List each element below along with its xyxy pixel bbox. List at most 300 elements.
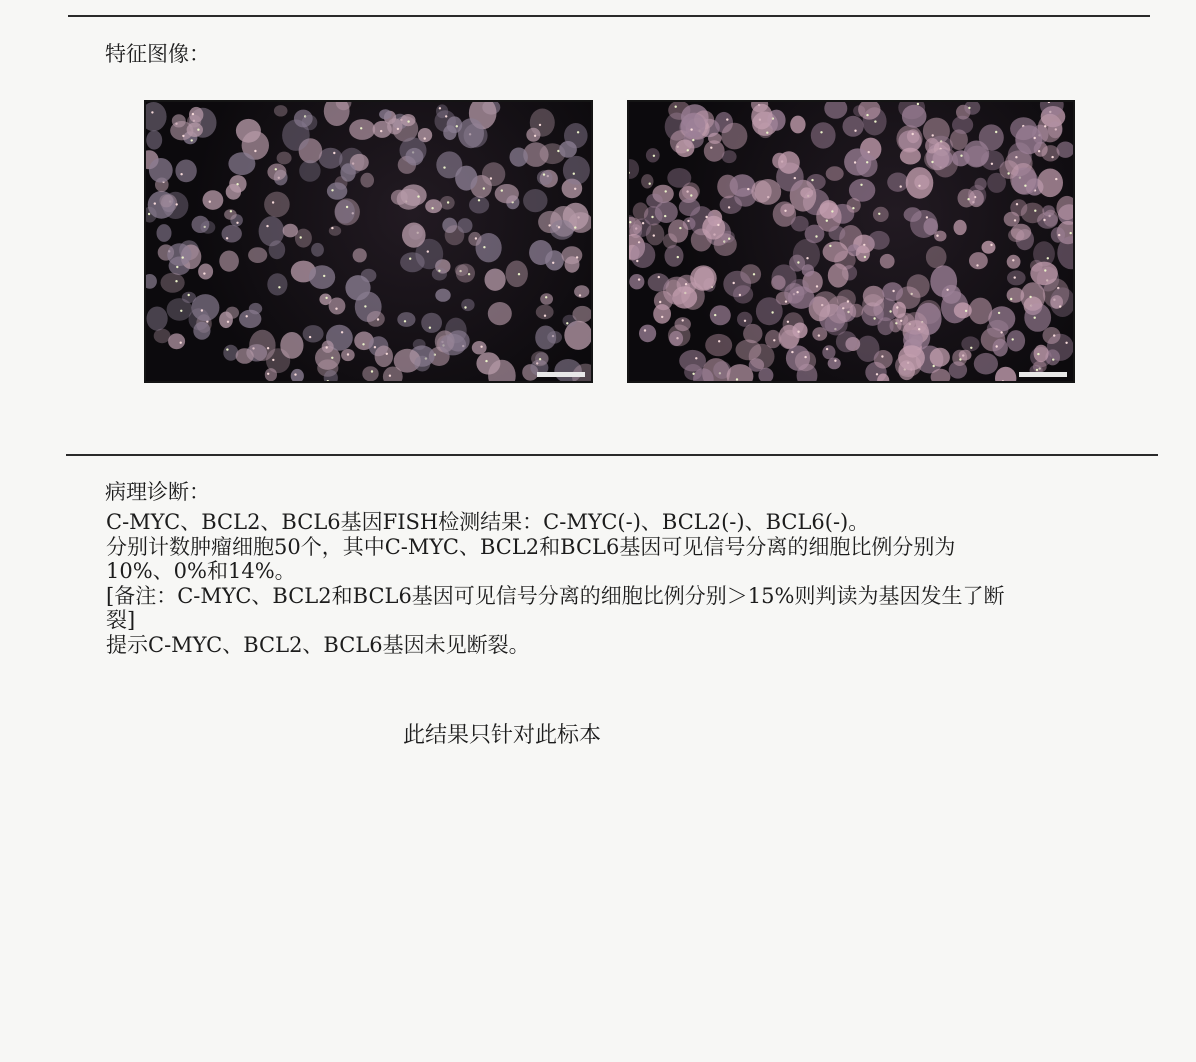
fish-signal-dot bbox=[409, 258, 411, 260]
fish-signal-dot bbox=[912, 133, 914, 135]
cell-nucleus bbox=[495, 184, 519, 203]
fish-signal-dot bbox=[796, 291, 798, 293]
fish-signal-dot bbox=[176, 203, 178, 205]
fish-signal-dot bbox=[176, 266, 178, 268]
fish-signal-dot bbox=[852, 207, 854, 209]
cell-nucleus bbox=[900, 148, 921, 165]
cell-nucleus bbox=[906, 167, 934, 199]
cell-nucleus bbox=[530, 109, 555, 137]
fish-signal-dot bbox=[1044, 125, 1046, 127]
fish-signal-dot bbox=[726, 118, 728, 120]
cell-nucleus bbox=[792, 323, 807, 339]
fish-signal-dot bbox=[736, 378, 738, 380]
fish-signal-dot bbox=[182, 256, 184, 258]
fish-signal-dot bbox=[854, 130, 856, 132]
fish-signal-dot bbox=[629, 221, 631, 223]
fish-signal-dot bbox=[1070, 232, 1072, 234]
fish-signal-dot bbox=[649, 183, 651, 185]
fish-signal-dot bbox=[480, 346, 482, 348]
cell-nucleus bbox=[329, 298, 346, 315]
cell-nucleus bbox=[631, 242, 656, 268]
fish-signal-dot bbox=[464, 306, 466, 308]
cell-nucleus bbox=[157, 224, 172, 242]
fish-signal-dot bbox=[900, 185, 902, 187]
fish-signal-dot bbox=[834, 360, 836, 362]
fish-signal-dot bbox=[717, 224, 719, 226]
fish-signal-dot bbox=[965, 310, 967, 312]
fish-signal-dot bbox=[797, 261, 799, 263]
fish-signal-dot bbox=[1044, 269, 1046, 271]
fish-signal-dot bbox=[728, 206, 730, 208]
cell-nucleus bbox=[458, 118, 484, 148]
cell-nucleus bbox=[506, 261, 528, 288]
cell-nucleus bbox=[708, 133, 722, 144]
fish-signal-dot bbox=[967, 198, 969, 200]
cell-nucleus bbox=[277, 152, 292, 165]
cell-nucleus bbox=[961, 336, 979, 351]
cell-nucleus bbox=[930, 348, 950, 367]
cell-nucleus bbox=[476, 352, 500, 374]
fish-signal-dot bbox=[866, 114, 868, 116]
cell-nucleus bbox=[149, 158, 173, 183]
fish-signal-dot bbox=[687, 149, 689, 151]
fish-signal-dot bbox=[991, 163, 993, 165]
diagnosis-line-note: [备注：C-MYC、BCL2和BCL6基因可见信号分离的细胞比例分别＞15%则判读为基因发生了断 bbox=[106, 583, 1005, 608]
cell-nucleus bbox=[778, 151, 800, 174]
cell-nucleus bbox=[373, 121, 392, 138]
cell-nucleus bbox=[360, 173, 374, 188]
fish-signal-dot bbox=[468, 273, 470, 275]
fish-signal-dot bbox=[682, 319, 684, 321]
cell-nucleus bbox=[934, 231, 946, 242]
fish-signal-dot bbox=[1014, 219, 1016, 221]
cell-nucleus bbox=[264, 192, 290, 218]
cell-nucleus bbox=[353, 248, 367, 262]
cell-nucleus bbox=[146, 130, 162, 149]
fish-signal-dot bbox=[294, 373, 296, 375]
fish-signal-dot bbox=[811, 179, 813, 181]
fish-signal-dot bbox=[739, 294, 741, 296]
fish-signal-dot bbox=[878, 213, 880, 215]
fish-signal-dot bbox=[227, 321, 229, 323]
cell-nucleus bbox=[236, 348, 254, 364]
fish-signal-dot bbox=[785, 300, 787, 302]
images-label: 特征图像： bbox=[105, 42, 210, 66]
cell-nucleus bbox=[668, 219, 688, 242]
top-divider bbox=[68, 15, 1150, 17]
cell-nucleus bbox=[1007, 330, 1025, 351]
fish-signal-dot bbox=[747, 188, 749, 190]
fish-signal-dot bbox=[374, 346, 376, 348]
cell-nucleus bbox=[1015, 125, 1042, 154]
fish-signal-dot bbox=[1051, 156, 1053, 158]
cell-nucleus bbox=[159, 194, 173, 207]
fish-signal-dot bbox=[690, 194, 692, 196]
fish-signal-dot bbox=[347, 353, 349, 355]
fish-signal-dot bbox=[544, 315, 546, 317]
micrograph-right-cells bbox=[629, 102, 1073, 381]
cell-nucleus bbox=[536, 305, 554, 319]
fish-signal-dot bbox=[427, 250, 429, 252]
scale-bar-left bbox=[537, 372, 585, 377]
fish-signal-dot bbox=[226, 348, 228, 350]
cell-nucleus bbox=[665, 245, 684, 267]
fish-signal-dot bbox=[573, 173, 575, 175]
cell-nucleus bbox=[903, 312, 927, 335]
fish-signal-dot bbox=[860, 184, 862, 186]
cell-nucleus bbox=[993, 339, 1008, 357]
fish-signal-dot bbox=[794, 177, 796, 179]
cell-nucleus bbox=[488, 302, 512, 325]
micrograph-left-cells bbox=[146, 102, 591, 381]
cell-nucleus bbox=[982, 241, 996, 254]
cell-nucleus bbox=[795, 351, 816, 371]
cell-nucleus bbox=[226, 307, 239, 319]
fish-signal-dot bbox=[389, 375, 391, 377]
cell-nucleus bbox=[910, 210, 937, 238]
cell-nucleus bbox=[458, 218, 473, 233]
fish-signal-dot bbox=[1029, 296, 1031, 298]
cell-nucleus bbox=[722, 150, 737, 163]
cell-nucleus bbox=[322, 341, 334, 353]
fish-signal-dot bbox=[309, 336, 311, 338]
fish-signal-dot bbox=[744, 320, 746, 322]
cell-nucleus bbox=[485, 269, 506, 291]
fish-signal-dot bbox=[552, 262, 554, 264]
fish-signal-dot bbox=[1010, 298, 1012, 300]
cell-nucleus bbox=[847, 198, 861, 213]
fish-signal-dot bbox=[326, 346, 328, 348]
cell-nucleus bbox=[975, 178, 987, 190]
cell-nucleus bbox=[559, 141, 577, 158]
cell-nucleus bbox=[283, 224, 298, 238]
fish-signal-dot bbox=[346, 206, 348, 208]
fish-signal-dot bbox=[847, 300, 849, 302]
cell-nucleus bbox=[942, 285, 961, 304]
cell-nucleus bbox=[299, 160, 320, 182]
fish-signal-dot bbox=[990, 244, 992, 246]
fish-signal-dot bbox=[443, 166, 445, 168]
fish-signal-dot bbox=[658, 276, 660, 278]
fish-signal-dot bbox=[1037, 353, 1039, 355]
fish-signal-dot bbox=[335, 308, 337, 310]
fish-signal-dot bbox=[267, 347, 269, 349]
fish-signal-dot bbox=[931, 161, 933, 163]
cell-nucleus bbox=[167, 243, 191, 266]
fish-signal-dot bbox=[148, 213, 150, 215]
fish-signal-dot bbox=[192, 113, 194, 115]
fish-signal-dot bbox=[490, 177, 492, 179]
diagnosis-text bbox=[106, 510, 1146, 657]
fish-signal-dot bbox=[485, 360, 487, 362]
cell-nucleus bbox=[952, 116, 973, 134]
fish-signal-dot bbox=[889, 310, 891, 312]
fish-signal-dot bbox=[1034, 137, 1036, 139]
cell-nucleus bbox=[414, 356, 430, 372]
cell-nucleus bbox=[535, 326, 556, 350]
cell-nucleus bbox=[432, 268, 447, 281]
fish-signal-dot bbox=[197, 129, 199, 131]
cell-nucleus bbox=[146, 274, 157, 289]
cell-nucleus bbox=[170, 121, 193, 140]
fish-signal-dot bbox=[424, 137, 426, 139]
cell-nucleus bbox=[168, 333, 185, 349]
cell-nucleus bbox=[952, 350, 967, 366]
fish-signal-dot bbox=[407, 120, 409, 122]
header-cut-off bbox=[0, 0, 1196, 8]
cell-nucleus bbox=[882, 282, 903, 301]
cell-nucleus bbox=[309, 265, 335, 289]
fish-signal-dot bbox=[429, 327, 431, 329]
cell-nucleus bbox=[877, 317, 893, 335]
cell-nucleus bbox=[873, 207, 889, 222]
fish-signal-dot bbox=[818, 334, 820, 336]
cell-nucleus bbox=[705, 334, 732, 356]
fish-signal-dot bbox=[371, 370, 373, 372]
diagnosis-line-conclusion: 提示C-MYC、BCL2、BCL6基因未见断裂。 bbox=[106, 632, 530, 657]
cell-nucleus bbox=[666, 280, 682, 297]
fish-signal-dot bbox=[665, 190, 667, 192]
diagnosis-line-result: C-MYC、BCL2、BCL6基因FISH检测结果：C-MYC(-)、BCL2(-)、BCL6(-)。 bbox=[106, 510, 870, 534]
cell-nucleus bbox=[736, 340, 762, 361]
cell-nucleus bbox=[880, 254, 895, 269]
fish-signal-dot bbox=[642, 222, 644, 224]
fish-signal-dot bbox=[864, 256, 866, 258]
fish-signal-dot bbox=[868, 151, 870, 153]
fish-signal-dot bbox=[636, 260, 638, 262]
cell-nucleus bbox=[379, 109, 392, 119]
cell-nucleus bbox=[1004, 212, 1020, 227]
fish-signal-dot bbox=[246, 315, 248, 317]
cell-nucleus bbox=[397, 312, 415, 327]
fish-signal-dot bbox=[968, 107, 970, 109]
cell-nucleus bbox=[646, 148, 660, 162]
cell-nucleus bbox=[146, 102, 167, 131]
fish-signal-dot bbox=[996, 345, 998, 347]
fish-signal-dot bbox=[180, 342, 182, 344]
diagnosis-line-count: 分别计数肿瘤细胞50个，其中C-MYC、BCL2和BCL6基因可见信号分离的细胞比例分别为 bbox=[106, 534, 956, 559]
diagnosis-line-note-end: 裂] bbox=[106, 608, 136, 632]
fish-signal-dot bbox=[679, 227, 681, 229]
fish-signal-dot bbox=[574, 188, 576, 190]
cell-nucleus bbox=[1042, 145, 1060, 161]
fish-signal-dot bbox=[1015, 156, 1017, 158]
fish-signal-dot bbox=[692, 139, 694, 141]
fish-signal-dot bbox=[1000, 331, 1002, 333]
cell-nucleus bbox=[868, 231, 890, 250]
cell-nucleus bbox=[1043, 327, 1061, 344]
fish-signal-dot bbox=[797, 331, 799, 333]
cell-nucleus bbox=[425, 199, 442, 213]
cell-nucleus bbox=[979, 124, 1004, 150]
fish-signal-dot bbox=[1047, 257, 1049, 259]
cell-nucleus bbox=[987, 320, 1009, 338]
cell-nucleus bbox=[924, 148, 949, 170]
cell-nucleus bbox=[822, 345, 835, 359]
cell-nucleus bbox=[641, 174, 653, 188]
fish-signal-dot bbox=[445, 115, 447, 117]
cell-nucleus bbox=[1034, 345, 1049, 362]
cell-nucleus bbox=[319, 148, 343, 169]
fish-signal-dot bbox=[695, 357, 697, 359]
fish-signal-dot bbox=[826, 348, 828, 350]
cell-nucleus bbox=[1007, 255, 1021, 269]
cell-nucleus bbox=[175, 160, 196, 183]
fish-signal-dot bbox=[728, 238, 730, 240]
cell-nucleus bbox=[1021, 203, 1045, 224]
cell-nucleus bbox=[907, 129, 920, 143]
fish-signal-dot bbox=[960, 155, 962, 157]
cell-nucleus bbox=[400, 252, 425, 272]
fish-signal-dot bbox=[151, 111, 153, 113]
cell-nucleus bbox=[482, 162, 505, 186]
fish-signal-dot bbox=[236, 183, 238, 185]
fish-signal-dot bbox=[651, 216, 653, 218]
fish-signal-dot bbox=[417, 195, 419, 197]
cell-nucleus bbox=[668, 325, 691, 347]
cell-nucleus bbox=[335, 200, 355, 224]
cell-nucleus bbox=[862, 294, 884, 316]
cell-nucleus bbox=[189, 107, 203, 123]
fish-signal-dot bbox=[539, 358, 541, 360]
cell-nucleus bbox=[259, 216, 285, 246]
fish-signal-dot bbox=[518, 273, 520, 275]
fish-signal-dot bbox=[360, 127, 362, 129]
fish-signal-dot bbox=[771, 311, 773, 313]
cell-nucleus bbox=[954, 220, 967, 235]
fish-signal-dot bbox=[188, 294, 190, 296]
fish-signal-dot bbox=[438, 270, 440, 272]
fish-signal-dot bbox=[784, 210, 786, 212]
cell-nucleus bbox=[843, 116, 864, 137]
fish-signal-dot bbox=[936, 235, 938, 237]
fish-signal-dot bbox=[826, 220, 828, 222]
fish-signal-dot bbox=[236, 222, 238, 224]
fish-signal-dot bbox=[653, 234, 655, 236]
cell-nucleus bbox=[303, 325, 324, 342]
fish-signal-dot bbox=[718, 340, 720, 342]
cell-nucleus bbox=[691, 229, 712, 252]
fish-signal-dot bbox=[1058, 234, 1060, 236]
fish-signal-dot bbox=[677, 256, 679, 258]
cell-nucleus bbox=[267, 273, 287, 295]
cell-nucleus bbox=[327, 182, 347, 199]
middle-divider bbox=[66, 454, 1158, 456]
cell-nucleus bbox=[367, 311, 385, 327]
cell-nucleus bbox=[413, 339, 426, 350]
cell-nucleus bbox=[456, 264, 475, 283]
cell-nucleus bbox=[291, 369, 304, 381]
fish-signal-dot bbox=[548, 224, 550, 226]
cell-nucleus bbox=[788, 286, 815, 309]
fish-signal-dot bbox=[866, 161, 868, 163]
fish-signal-dot bbox=[970, 347, 972, 349]
fish-signal-dot bbox=[710, 147, 712, 149]
fish-signal-dot bbox=[566, 322, 568, 324]
fish-signal-dot bbox=[182, 135, 184, 137]
fish-signal-dot bbox=[959, 358, 961, 360]
cell-nucleus bbox=[721, 123, 747, 150]
cell-nucleus bbox=[633, 202, 649, 220]
fish-signal-dot bbox=[267, 373, 269, 375]
fish-signal-dot bbox=[175, 280, 177, 282]
cell-nucleus bbox=[790, 116, 805, 134]
cell-nucleus bbox=[236, 119, 261, 143]
cell-nucleus bbox=[537, 170, 553, 185]
scale-bar-right bbox=[1019, 372, 1067, 377]
fish-signal-dot bbox=[653, 155, 655, 157]
cell-nucleus bbox=[545, 250, 564, 270]
fish-signal-dot bbox=[333, 152, 335, 154]
cell-nucleus bbox=[856, 336, 879, 362]
cell-nucleus bbox=[1051, 227, 1065, 243]
fish-signal-dot bbox=[892, 290, 894, 292]
cell-nucleus bbox=[203, 190, 224, 210]
cell-nucleus bbox=[469, 196, 489, 213]
fish-micrograph-right bbox=[627, 100, 1075, 383]
cell-nucleus bbox=[193, 322, 210, 340]
fish-signal-dot bbox=[431, 207, 433, 209]
cell-nucleus bbox=[201, 221, 216, 234]
fish-signal-dot bbox=[773, 339, 775, 341]
cell-nucleus bbox=[375, 346, 393, 368]
fish-signal-dot bbox=[1059, 305, 1061, 307]
fish-signal-dot bbox=[675, 106, 677, 108]
fish-signal-dot bbox=[226, 237, 228, 239]
cell-nucleus bbox=[401, 114, 416, 126]
cell-nucleus bbox=[684, 364, 702, 380]
fish-signal-dot bbox=[475, 237, 477, 239]
fish-signal-dot bbox=[829, 245, 831, 247]
cell-nucleus bbox=[952, 150, 970, 166]
fish-signal-dot bbox=[1055, 178, 1057, 180]
cell-nucleus bbox=[710, 305, 731, 325]
fish-signal-dot bbox=[1065, 342, 1067, 344]
cell-nucleus bbox=[329, 226, 341, 236]
cell-nucleus bbox=[837, 290, 856, 309]
cell-nucleus bbox=[826, 166, 844, 181]
fish-signal-dot bbox=[534, 135, 536, 137]
cell-nucleus bbox=[154, 329, 171, 344]
cell-nucleus bbox=[161, 273, 185, 293]
cell-nucleus bbox=[828, 358, 841, 370]
fish-signal-dot bbox=[1034, 317, 1036, 319]
cell-nucleus bbox=[756, 297, 783, 325]
cell-nucleus bbox=[435, 289, 450, 302]
fish-signal-dot bbox=[896, 306, 898, 308]
fish-signal-dot bbox=[1043, 219, 1045, 221]
fish-signal-dot bbox=[331, 357, 333, 359]
fish-signal-dot bbox=[1012, 338, 1014, 340]
fish-signal-dot bbox=[456, 125, 458, 127]
fish-signal-dot bbox=[926, 216, 928, 218]
fish-signal-dot bbox=[787, 321, 789, 323]
fish-signal-dot bbox=[545, 296, 547, 298]
cell-nucleus bbox=[182, 292, 196, 303]
fish-signal-dot bbox=[995, 131, 997, 133]
fish-signal-dot bbox=[804, 356, 806, 358]
cell-nucleus bbox=[563, 156, 590, 185]
cell-nucleus bbox=[829, 226, 846, 240]
cell-nucleus bbox=[675, 140, 694, 158]
cell-nucleus bbox=[239, 310, 261, 328]
fish-signal-dot bbox=[998, 312, 1000, 314]
fish-signal-dot bbox=[325, 297, 327, 299]
cell-nucleus bbox=[733, 285, 753, 303]
cell-nucleus bbox=[248, 247, 267, 263]
fish-signal-dot bbox=[180, 173, 182, 175]
fish-signal-dot bbox=[230, 210, 232, 212]
